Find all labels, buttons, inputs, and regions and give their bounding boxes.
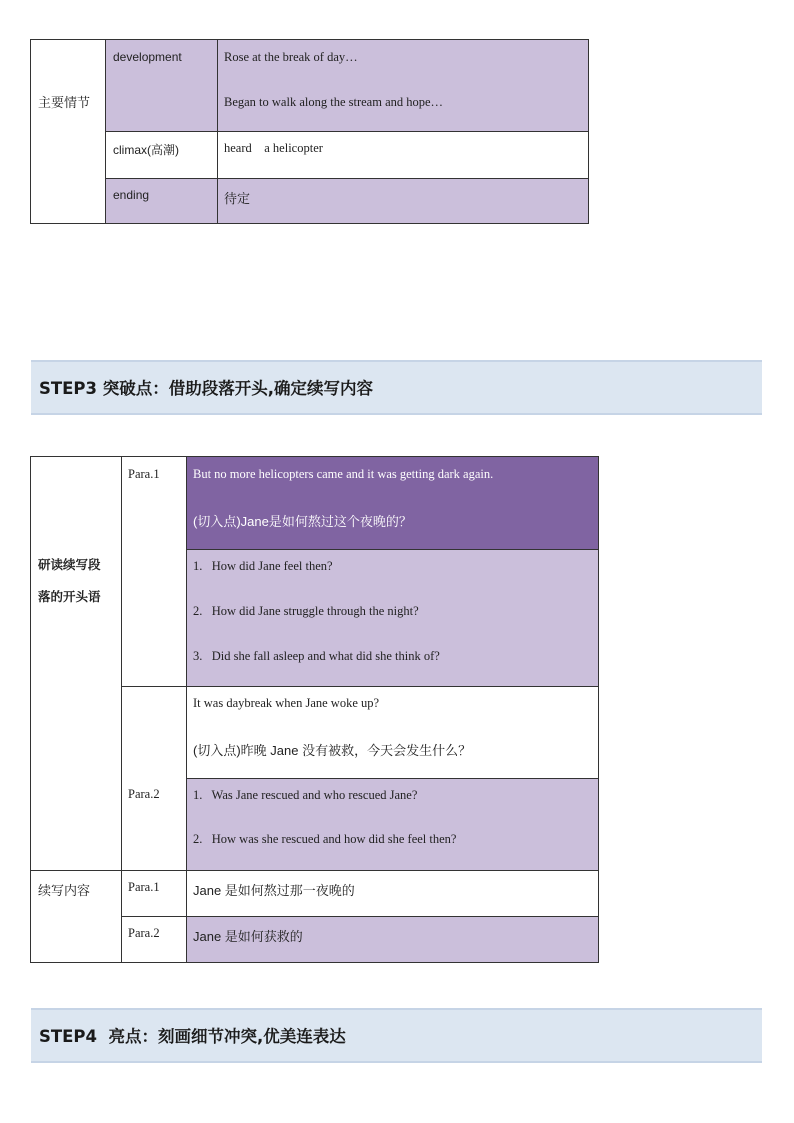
ending-content-cell <box>217 178 589 224</box>
climax-line: heard a helicopter <box>224 141 323 155</box>
opening-study-header-line-1: 研读续写段 <box>38 558 101 572</box>
opening-study-header-line-2: 落的开头语 <box>38 590 101 604</box>
para1-question-3: 3. Did she fall asleep and what did she think of? <box>193 649 440 663</box>
para2-cue: (切入点)昨晚 Jane 没有被救，今天会发生什么？ <box>193 743 472 758</box>
para1-question-2: 2. How did Jane struggle through the night? <box>193 604 419 618</box>
content-para1-text: Jane 是如何熬过那一夜晚的 <box>193 883 355 898</box>
content-header: 续写内容 <box>38 883 91 898</box>
para1-label: Para.1 <box>128 467 160 481</box>
climax-label: climax(高潮) <box>113 143 179 157</box>
development-label: development <box>113 50 182 64</box>
development-line-2: Began to walk along the stream and hope… <box>224 95 444 109</box>
opening-study-header-cell <box>30 456 122 871</box>
content-para2-text: Jane 是如何获救的 <box>193 929 303 944</box>
para2-opening: It was daybreak when Jane woke up? <box>193 696 380 710</box>
ending-line: 待定 <box>224 191 251 206</box>
para2-label-cell <box>121 686 187 871</box>
step3-heading-bar <box>31 360 762 415</box>
para2-label: Para.2 <box>128 787 160 801</box>
step4-heading: STEP4 亮点：刻画细节冲突,优美连表达 <box>39 1027 346 1046</box>
plot-row-header: 主要情节 <box>38 95 91 110</box>
content-para1-label: Para.1 <box>128 880 160 894</box>
para1-label-cell <box>121 456 187 687</box>
development-line-1: Rose at the break of day… <box>224 50 358 64</box>
para2-question-1: 1. Was Jane rescued and who rescued Jane? <box>193 788 418 802</box>
ending-label: ending <box>113 188 150 202</box>
para1-question-1: 1. How did Jane feel then? <box>193 559 333 573</box>
para2-question-2: 2. How was she rescued and how did she feel then? <box>193 832 457 846</box>
content-para2-label: Para.2 <box>128 926 160 940</box>
step3-heading: STEP3 突破点：借助段落开头,确定续写内容 <box>39 379 373 398</box>
plot-row-header-cell <box>30 39 106 224</box>
para1-opening: But no more helicopters came and it was getting dark again. <box>193 467 494 481</box>
step4-heading-bar <box>31 1008 762 1063</box>
para1-cue: (切入点)Jane是如何熬过这个夜晚的？ <box>193 514 412 529</box>
